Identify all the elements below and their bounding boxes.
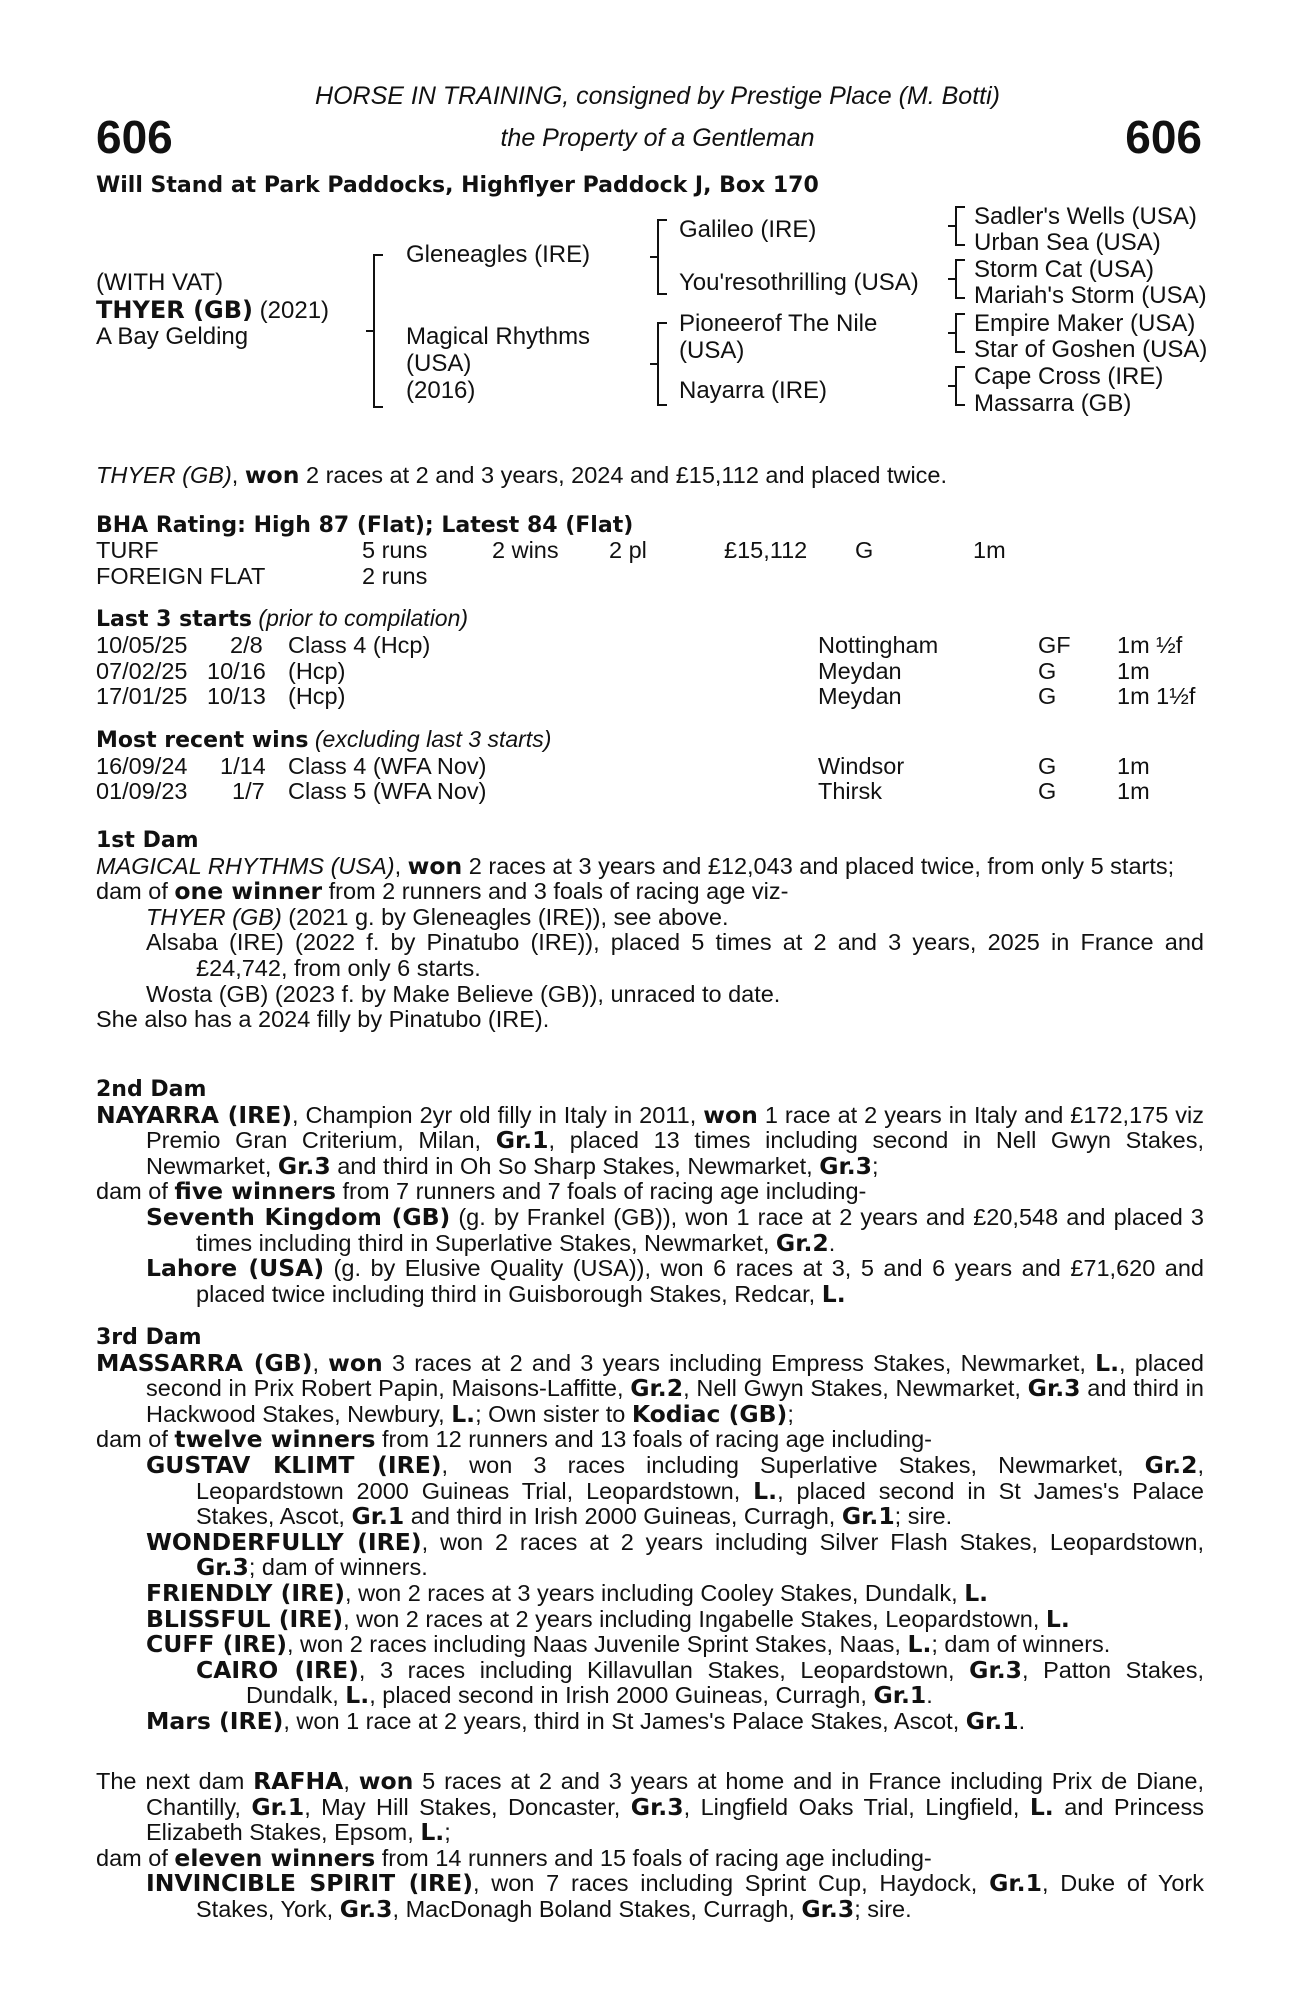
- last3-title: Last 3 starts: [96, 607, 253, 632]
- damof-prefix: dam of: [96, 1178, 175, 1205]
- text: , won 1 race at 2 years, third in St James's Palace Stakes, Ascot,: [283, 1707, 966, 1734]
- recent-wins-note: (excluding last 3 starts): [308, 726, 552, 752]
- start-position: 10/16: [207, 658, 266, 684]
- third-dam-title: 3rd Dam: [96, 1325, 202, 1350]
- grade: Gr.3: [630, 1792, 684, 1821]
- first-dam-produce: [96, 879, 1204, 905]
- third-dam-record: [96, 1348, 1204, 1428]
- grade: Gr.3: [801, 1894, 855, 1923]
- text: and Princess Elizabeth Stakes, Epsom,: [146, 1793, 1204, 1846]
- text: , MacDonagh Boland Stakes, Curragh,: [392, 1895, 802, 1922]
- grade: L.: [1045, 1604, 1070, 1633]
- rating-placed: 2 pl: [609, 537, 647, 563]
- dam-dam-dam: Massarra (GB): [974, 390, 1132, 417]
- grade: Gr.2: [630, 1374, 684, 1403]
- dam-dam-sire: Cape Cross (IRE): [974, 363, 1164, 390]
- rating-runs: 2 runs: [362, 563, 428, 589]
- grade: Gr.3: [969, 1655, 1022, 1684]
- dam-sire-sire: Empire Maker (USA): [974, 310, 1196, 337]
- pedigree-brace-1: [373, 254, 383, 408]
- grade: L.: [907, 1630, 932, 1659]
- grade: L.: [420, 1818, 445, 1847]
- second-dam-section: [96, 1077, 1204, 1307]
- grade: L.: [1029, 1792, 1054, 1821]
- rating-going: G: [855, 537, 874, 563]
- text: ; sire.: [894, 1503, 953, 1530]
- foal-name: GUSTAV KLIMT (IRE): [146, 1450, 442, 1479]
- foal-name: Seventh Kingdom (GB): [146, 1202, 451, 1231]
- recent-wins-title: Most recent wins: [96, 728, 309, 753]
- grade: Gr.3: [339, 1894, 393, 1923]
- text: and third in Hackwood Stakes, Newbury,: [146, 1375, 1204, 1427]
- horse-name: THYER (GB): [96, 296, 253, 324]
- text: , Patton Stakes, Dundalk,: [246, 1656, 1205, 1709]
- foal-entry: [96, 1632, 1204, 1658]
- first-dam-won: won: [407, 851, 463, 880]
- text: ;: [787, 1400, 794, 1427]
- horse-description: A Bay Gelding: [96, 323, 249, 350]
- sire-dam: You'resothrilling (USA): [679, 269, 919, 296]
- text: , placed 13 times including second in Nell Gwyn Stakes, Newmarket,: [146, 1127, 1204, 1179]
- dam-line1: Magical Rhythms: [406, 323, 591, 350]
- foal-entry: [96, 1706, 1204, 1735]
- bha-rating-title: BHA Rating: High 87 (Flat); Latest 84 (Flat): [96, 513, 634, 538]
- start-date: 10/05/25: [96, 632, 188, 658]
- text: , placed second in Irish 2000 Guineas, Curragh,: [369, 1682, 874, 1709]
- grade: L.: [1095, 1348, 1120, 1377]
- text: .: [1018, 1707, 1026, 1734]
- text: and third in Irish 2000 Guineas, Curragh,: [404, 1503, 842, 1530]
- first-dam-rest: 2 races at 3 years and £12,043 and placed twice, from only 5 starts;: [462, 852, 1175, 879]
- rating-wins: 2 wins: [492, 537, 559, 563]
- foal-entry: Wosta (GB) (2023 f. by Make Believe (GB)), unraced to date.: [146, 980, 781, 1007]
- grade: Gr.1: [495, 1126, 549, 1155]
- text: 3 races at 2 and 3 years including Empress Stakes, Newmarket,: [382, 1349, 1096, 1376]
- foal-entry: [96, 1202, 1204, 1257]
- win-position: 1/14: [220, 753, 266, 779]
- first-dam-section: [96, 828, 1204, 1033]
- foal-name: CAIRO (IRE): [196, 1655, 359, 1684]
- foal-entry: [96, 1604, 1204, 1633]
- grade: L.: [964, 1578, 989, 1607]
- foal-entry: [96, 1578, 1204, 1607]
- grade: Gr.2: [775, 1228, 829, 1257]
- text: , May Hill Stakes, Doncaster,: [304, 1793, 631, 1820]
- won: won: [328, 1348, 383, 1377]
- start-course: Nottingham: [818, 632, 939, 658]
- next-dam-record: [96, 1769, 1204, 1846]
- lot-number-right: 606: [1125, 111, 1202, 163]
- text: .: [828, 1229, 836, 1256]
- grade: Gr.3: [196, 1553, 249, 1582]
- text: ; Own sister to: [475, 1400, 632, 1427]
- start-position: 2/8: [230, 632, 263, 658]
- text: ,: [312, 1349, 329, 1376]
- win-position: 1/7: [232, 778, 265, 804]
- sire-dam-dam: Mariah's Storm (USA): [974, 282, 1207, 309]
- text: , placed second in St James's Palace Stakes, Ascot,: [196, 1477, 1205, 1530]
- grade: Gr.1: [351, 1502, 405, 1531]
- text: , Leopardstown 2000 Guineas Trial, Leopardstown,: [196, 1451, 1204, 1504]
- start-course: Meydan: [818, 658, 902, 684]
- grade: L.: [345, 1681, 370, 1710]
- dam-sire-line1: Pioneerof The Nile: [679, 310, 878, 337]
- damof-prefix: dam of: [96, 1426, 175, 1453]
- win-distance: 1m: [1117, 778, 1150, 804]
- foal-entry: Alsaba (IRE) (2022 f. by Pinatubo (IRE)), placed 5 times at 2 and 3 years, 2025 in France and £24,742, from only 6 starts.: [146, 929, 1204, 981]
- horse-name-line: [96, 296, 329, 325]
- foal-name: FRIENDLY (IRE): [146, 1578, 346, 1607]
- grade: Gr.3: [277, 1151, 331, 1180]
- win-going: G: [1038, 753, 1057, 779]
- text: , won 2 races including Naas Juvenile Sprint Stakes, Naas,: [287, 1631, 908, 1658]
- first-dam-name: MAGICAL RHYTHMS (USA): [96, 852, 395, 879]
- text: ; dam of winners.: [931, 1631, 1111, 1658]
- text: ,: [343, 1768, 359, 1794]
- grade: Gr.1: [873, 1681, 927, 1710]
- text: (g. by Frankel (GB)), won 1 race at 2 years and £20,548 and placed 3 times including third in Superlative Stakes, Newmarket,: [196, 1203, 1204, 1256]
- summary-won: won: [244, 461, 300, 489]
- foal-name: CUFF (IRE): [146, 1630, 287, 1659]
- start-going: GF: [1038, 632, 1071, 658]
- damof-winners: five winners: [174, 1177, 336, 1206]
- grade: L.: [753, 1476, 778, 1505]
- damof-winners: one winner: [174, 877, 323, 906]
- second-dam-title: 2nd Dam: [96, 1077, 207, 1102]
- won: won: [703, 1100, 758, 1129]
- rating-distance: 1m: [973, 537, 1006, 563]
- text: ; dam of winners.: [248, 1554, 428, 1581]
- text: .: [926, 1682, 933, 1709]
- next-dam-name: RAFHA: [253, 1767, 344, 1795]
- property-line: the Property of a Gentleman: [500, 124, 815, 152]
- grade: Gr.1: [989, 1869, 1042, 1898]
- text: The next dam: [96, 1768, 254, 1794]
- damof-rest: from 7 runners and 7 foals of racing age including-: [335, 1178, 867, 1205]
- rating-surface: FOREIGN FLAT: [96, 563, 266, 589]
- sire: Gleneagles (IRE): [406, 241, 591, 268]
- start-distance: 1m 1½f: [1117, 683, 1196, 709]
- recent-wins-heading: [96, 726, 551, 753]
- next-dam-produce: [96, 1843, 1204, 1872]
- foal-name: BLISSFUL (IRE): [146, 1604, 344, 1633]
- start-course: Meydan: [818, 683, 902, 709]
- pedigree-brace-7: [955, 366, 965, 406]
- text: ;: [444, 1819, 451, 1846]
- text: 1 race at 2 years in Italy and £172,175 viz Premio Gran Criterium, Milan,: [146, 1101, 1204, 1154]
- foal-name: Mars (IRE): [146, 1706, 284, 1735]
- first-dam-record: MAGICAL RHYTHMS (USA), won 2 races at 3 years and £12,043 and placed twice, from only 5 starts;: [96, 851, 1175, 880]
- win-date: 16/09/24: [96, 753, 188, 779]
- text: , won 2 races at 2 years including Ingabelle Stakes, Leopardstown,: [343, 1605, 1046, 1632]
- foal-entry: [96, 1256, 1204, 1307]
- pedigree-brace-6: [955, 313, 965, 353]
- next-dam-section: [96, 1769, 1204, 1923]
- damof-rest: from 12 runners and 13 foals of racing age including-: [375, 1426, 932, 1453]
- grade: L.: [451, 1399, 476, 1428]
- rating-runs: 5 runs: [362, 537, 428, 563]
- grade: Gr.1: [841, 1502, 895, 1531]
- start-date: 07/02/25: [96, 658, 188, 684]
- start-position: 10/13: [207, 683, 266, 709]
- damof-prefix: dam of: [96, 878, 175, 905]
- foal-entry: [96, 1871, 1204, 1922]
- grade: L.: [821, 1279, 846, 1308]
- third-dam-produce: [96, 1427, 1204, 1453]
- lot-number-left: 606: [96, 111, 173, 163]
- first-dam-also: She also has a 2024 filly by Pinatubo (IRE).: [96, 1006, 550, 1033]
- pedigree-brace-4: [955, 206, 965, 246]
- damof-rest: from 2 runners and 3 foals of racing age viz-: [322, 878, 789, 905]
- start-distance: 1m: [1117, 658, 1150, 684]
- grandfoal-entry: [96, 1655, 1205, 1710]
- text: , won 7 races including Sprint Cup, Haydock,: [472, 1870, 990, 1897]
- foal-rest: (2021 g. by Gleneagles (IRE)), see above.: [281, 903, 729, 930]
- win-date: 01/09/23: [96, 778, 188, 804]
- first-dam-title: 1st Dam: [96, 828, 199, 853]
- text: , Nell Gwyn Stakes, Newmarket,: [683, 1375, 1028, 1402]
- damof-rest: from 14 runners and 15 foals of racing age including-: [375, 1844, 932, 1871]
- text: , Champion 2yr old filly in Italy in 2011,: [291, 1101, 704, 1128]
- pedigree-brace-3: [657, 322, 667, 406]
- grade: Gr.3: [1027, 1374, 1081, 1403]
- damof-prefix: dam of: [96, 1844, 175, 1871]
- start-going: G: [1038, 683, 1057, 709]
- text: , won 2 races at 3 years including Cooley Stakes, Dundalk,: [345, 1579, 965, 1606]
- text: (g. by Elusive Quality (USA)), won 6 races at 3, 5 and 6 years and £71,620 and placed twice including third in Guisborough Stakes, Redcar,: [196, 1255, 1204, 1307]
- foal-name: WONDERFULLY (IRE): [146, 1527, 422, 1556]
- stand-location: Will Stand at Park Paddocks, Highflyer Paddock J, Box 170: [96, 173, 819, 198]
- grade: Gr.3: [819, 1151, 873, 1180]
- start-distance: 1m ½f: [1117, 632, 1183, 658]
- foal-entry: [96, 905, 1204, 931]
- damof-winners: twelve winners: [174, 1425, 376, 1454]
- vat-note: (WITH VAT): [96, 269, 224, 296]
- start-going: G: [1038, 658, 1057, 684]
- win-distance: 1m: [1117, 753, 1150, 779]
- second-dam-record: [96, 1100, 1204, 1180]
- foal-name: THYER (GB): [146, 903, 282, 930]
- consignor-line: HORSE IN TRAINING, consigned by Prestige Place (M. Botti): [315, 82, 1000, 110]
- grade: Gr.1: [965, 1706, 1019, 1735]
- text: and third in Oh So Sharp Stakes, Newmarket,: [330, 1152, 820, 1179]
- grade: Gr.1: [251, 1792, 305, 1821]
- dam-sire-dam: Star of Goshen (USA): [974, 336, 1208, 363]
- dam-line3: (2016): [406, 377, 476, 404]
- rating-surface: TURF: [96, 537, 159, 563]
- sire-sire-sire: Sadler's Wells (USA): [974, 203, 1197, 230]
- won: won: [358, 1767, 414, 1795]
- second-dam-produce: [96, 1179, 1204, 1205]
- start-date: 17/01/25: [96, 683, 188, 709]
- dam-sire-line2: (USA): [679, 337, 745, 364]
- text: , 3 races including Killavullan Stakes, Leopardstown,: [358, 1656, 970, 1683]
- win-race: Class 5 (WFA Nov): [288, 778, 487, 804]
- foal-name: Lahore (USA): [146, 1254, 325, 1283]
- second-dam-name: NAYARRA (IRE): [96, 1100, 292, 1129]
- start-race: (Hcp): [288, 683, 346, 709]
- text: ; sire.: [854, 1895, 912, 1922]
- text: , placed second in Prix Robert Papin, Maisons-Laffitte,: [146, 1349, 1204, 1402]
- summary-rest: 2 races at 2 and 3 years, 2024 and £15,112 and placed twice.: [299, 462, 948, 488]
- text: ;: [872, 1152, 879, 1179]
- last3-heading: [96, 605, 468, 632]
- text: , Duke of York Stakes, York,: [196, 1870, 1205, 1922]
- summary-horse-name: THYER (GB): [96, 462, 232, 488]
- horse-year: (2021): [253, 297, 330, 324]
- summary-line: THYER (GB), won 2 races at 2 and 3 years, 2024 and £15,112 and placed twice.: [96, 461, 948, 489]
- pedigree-brace-2: [657, 219, 667, 295]
- text: 5 races at 2 and 3 years at home and in France including Prix de Diane, Chantilly,: [146, 1768, 1205, 1820]
- sibling-name: Kodiac (GB): [631, 1399, 788, 1428]
- foal-entry: [96, 1450, 1205, 1531]
- text: , won 2 races at 2 years including Silver Flash Stakes, Leopardstown,: [421, 1528, 1204, 1555]
- sire-dam-sire: Storm Cat (USA): [974, 256, 1155, 283]
- sire-sire-dam: Urban Sea (USA): [974, 229, 1161, 256]
- rating-money: £15,112: [724, 537, 808, 563]
- foal-name: INVINCIBLE SPIRIT (IRE): [146, 1869, 473, 1898]
- dam-dam: Nayarra (IRE): [679, 377, 828, 404]
- grade: Gr.2: [1144, 1450, 1198, 1479]
- damof-winners: eleven winners: [174, 1843, 376, 1872]
- third-dam-section: [96, 1325, 1204, 1735]
- text: , won 3 races including Superlative Stakes, Newmarket,: [441, 1451, 1145, 1478]
- win-course: Thirsk: [818, 778, 882, 804]
- start-race: Class 4 (Hcp): [288, 632, 431, 658]
- last3-note: (prior to compilation): [252, 605, 469, 631]
- start-race: (Hcp): [288, 658, 346, 684]
- win-race: Class 4 (WFA Nov): [288, 753, 487, 779]
- third-dam-name: MASSARRA (GB): [96, 1348, 313, 1377]
- foal-entry: [96, 1527, 1204, 1582]
- win-course: Windsor: [818, 753, 905, 779]
- sire-sire: Galileo (IRE): [679, 216, 817, 243]
- text: , Lingfield Oaks Trial, Lingfield,: [683, 1793, 1030, 1820]
- dam-line2: (USA): [406, 350, 472, 377]
- pedigree-brace-5: [955, 259, 965, 299]
- win-going: G: [1038, 778, 1057, 804]
